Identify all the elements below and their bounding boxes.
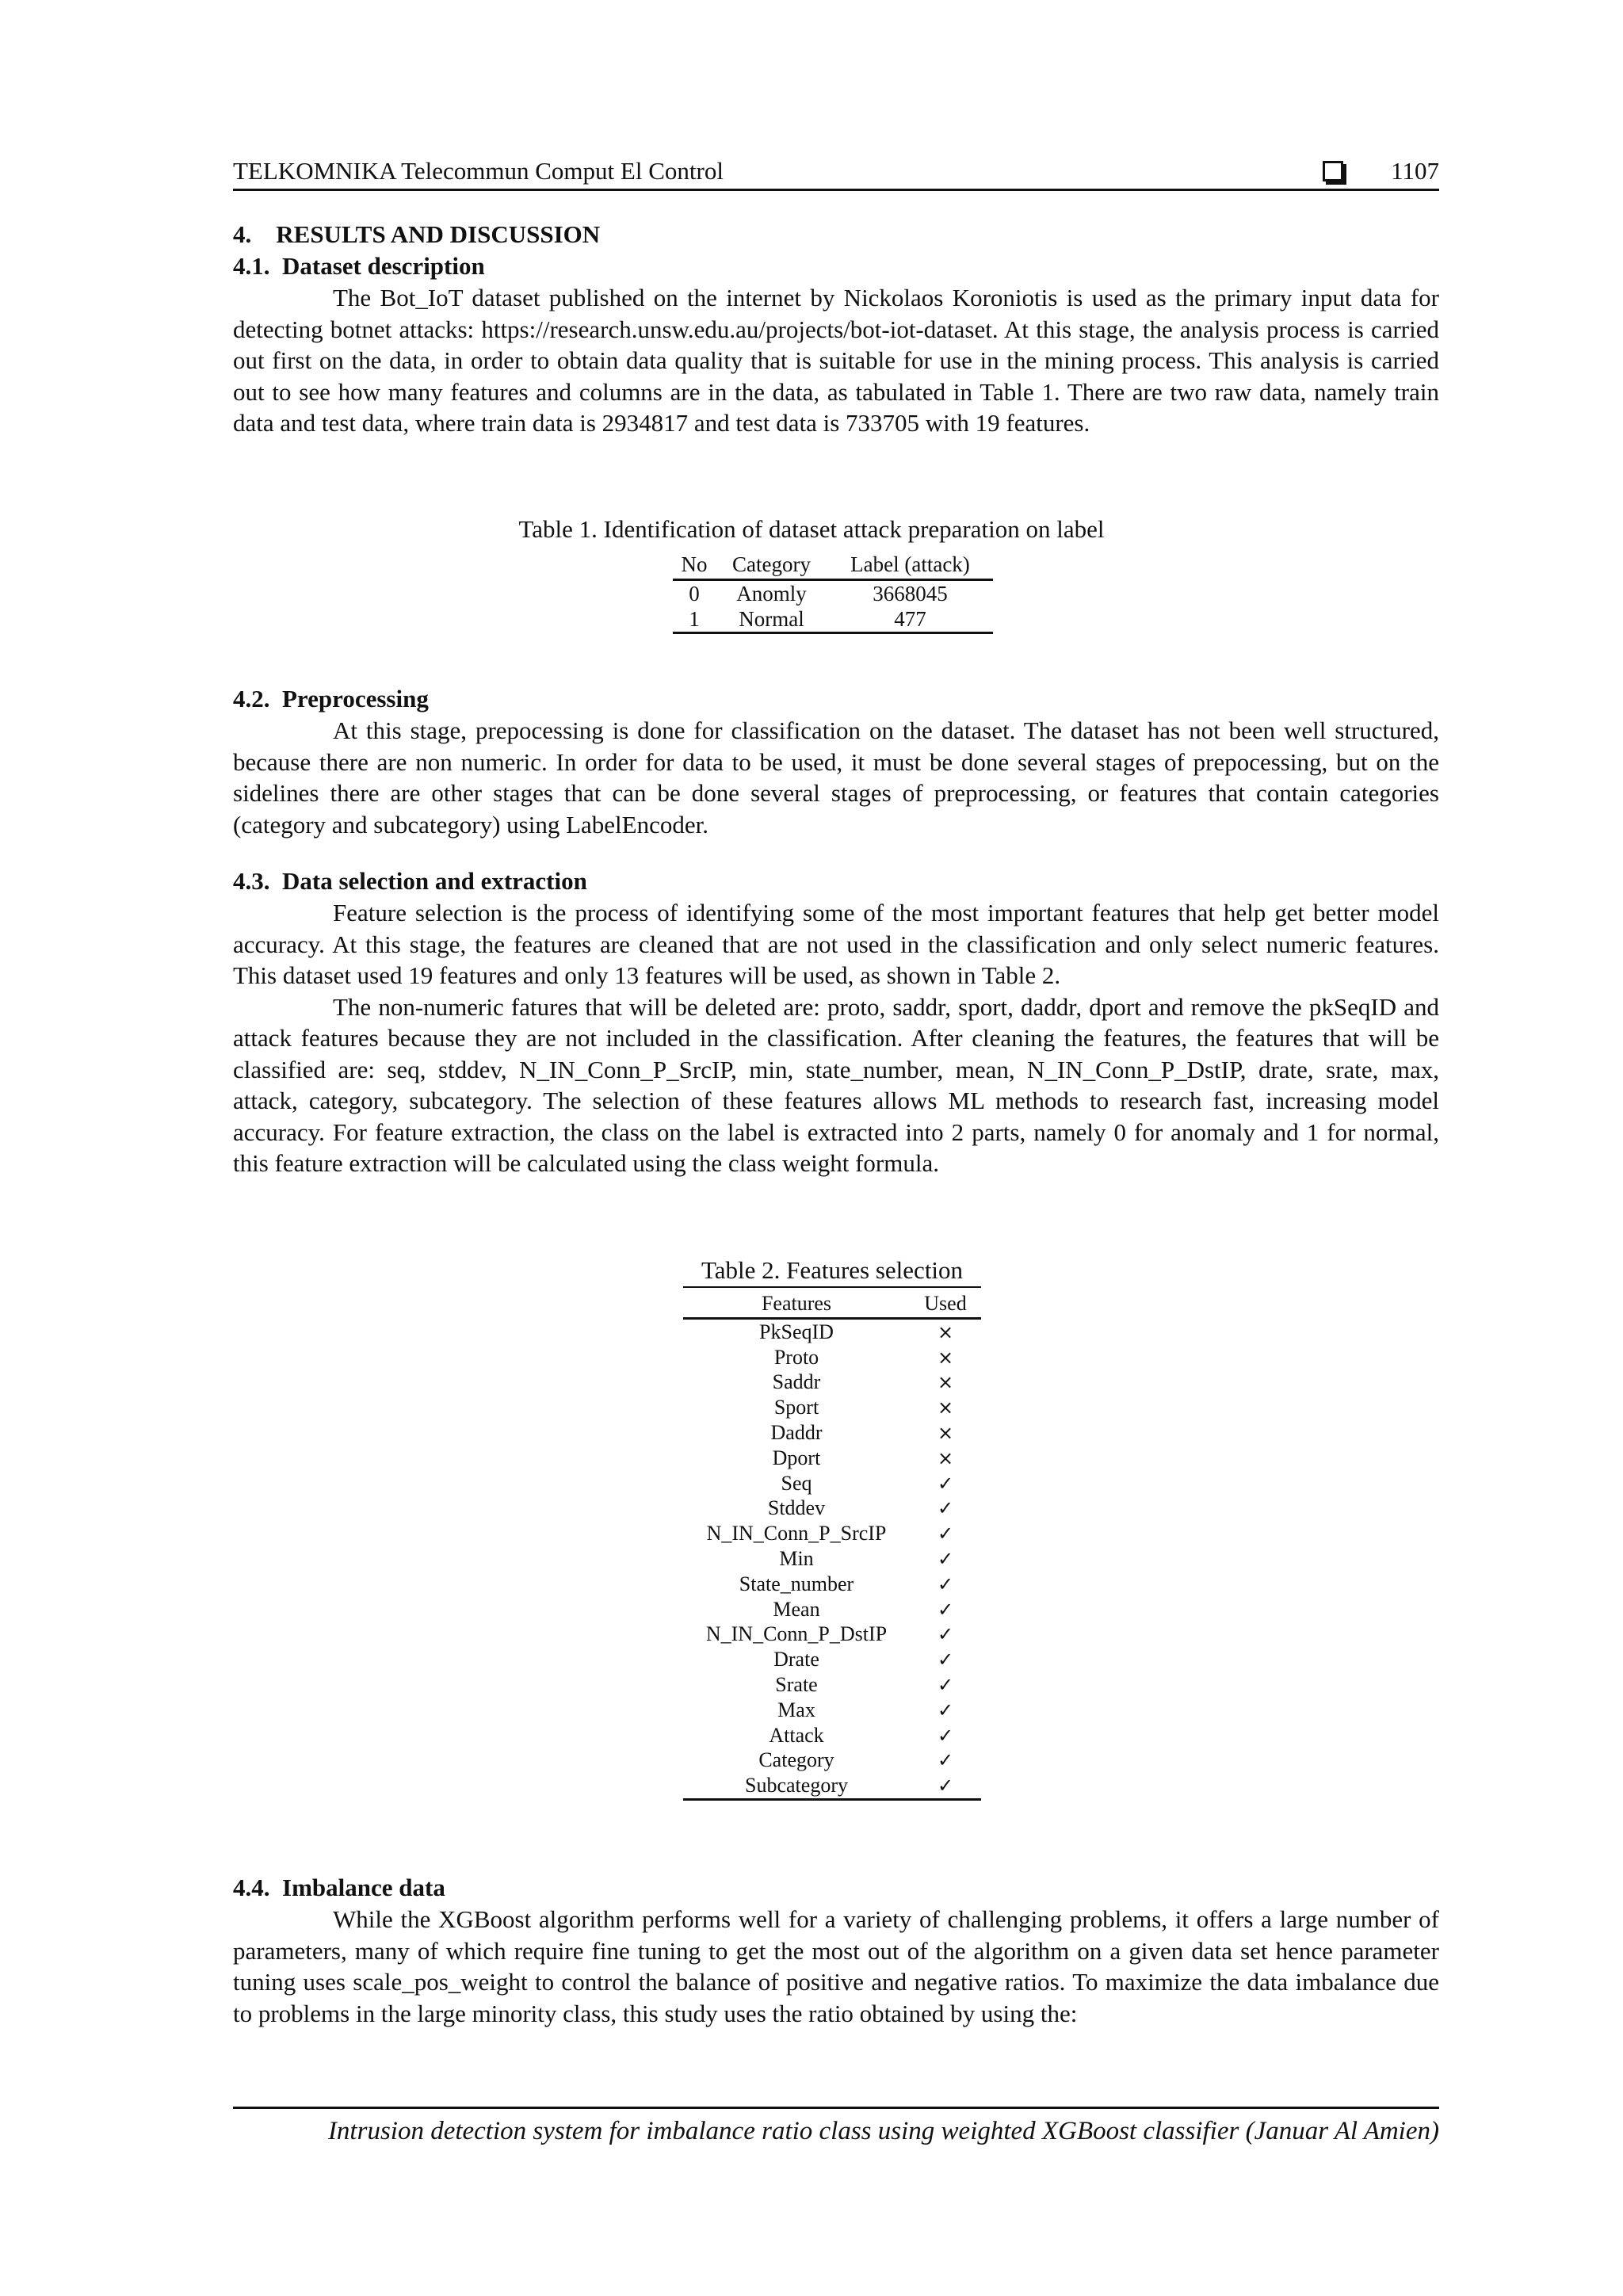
feature-name-cell: Proto	[773, 1345, 819, 1369]
table-2	[683, 1290, 981, 1801]
section-4-4-heading-block	[233, 1872, 1439, 1904]
table-1-header-category: Category	[716, 550, 827, 580]
section-4-heading: 4. RESULTS AND DISCUSSION	[233, 220, 601, 248]
section-4-heading-block	[233, 219, 1439, 250]
section-4-2-paragraph: At this stage, prepocessing is done for classification on the dataset. The dataset has not been well structured, because there are non numeric. In order for data to be used, it must be done several stages of prepocessing, but on the sidelines there are other stages that can be done several stages of preprocessing, or features that contain categories (category and subcategory) using LabelEncoder.	[233, 716, 1439, 839]
check-icon: ✓	[937, 1548, 954, 1571]
section-4-3-paragraph-1: Feature selection is the process of identifying some of the most important features that help get better model accuracy. At this stage, the features are cleaned that are not used in the classification and only select numeric features. This dataset used 19 features and only 13 features will be used, as shown in Table 2.	[233, 899, 1439, 989]
section-4-3-heading: 4.3. Data selection and extraction	[233, 867, 587, 895]
cross-icon: ×	[937, 1371, 954, 1394]
check-icon: ✓	[937, 1497, 954, 1520]
section-4-1-heading: 4.1. Dataset description	[233, 252, 485, 280]
table-row	[683, 1345, 981, 1370]
feature-name-cell: PkSeqID	[759, 1320, 834, 1343]
table-row	[683, 1748, 981, 1774]
table-row	[683, 1723, 981, 1748]
feature-name-cell: Drate	[773, 1648, 819, 1671]
feature-name-cell: Dport	[772, 1446, 821, 1469]
table-row	[673, 606, 993, 633]
feature-name-cell: Min	[779, 1547, 814, 1571]
section-4-3-body	[233, 897, 1439, 1179]
table-cell: 0	[689, 581, 700, 606]
feature-name-cell: Mean	[773, 1597, 820, 1621]
table-2-caption: Table 2. Features selection	[683, 1256, 981, 1288]
check-icon: ✓	[910, 1773, 981, 1799]
square-bullet-icon	[1323, 161, 1343, 181]
table-row	[683, 1471, 981, 1496]
running-header	[233, 154, 1439, 191]
table-row	[683, 1622, 981, 1648]
check-icon: ✓	[937, 1598, 954, 1621]
section-4-1-body	[233, 282, 1439, 439]
section-4-1-heading-block	[233, 250, 1439, 282]
section-4-2-heading: 4.2. Preprocessing	[233, 685, 429, 712]
page-number: 1107	[1391, 157, 1439, 185]
check-icon: ✓	[937, 1648, 954, 1671]
feature-name-cell: Daddr	[770, 1421, 823, 1445]
check-icon: ✓	[937, 1522, 954, 1545]
table-row	[683, 1672, 981, 1698]
check-icon: ✓	[937, 1698, 954, 1721]
table-row	[683, 1647, 981, 1672]
check-icon: ✓	[937, 1674, 954, 1697]
feature-name-cell: Stddev	[767, 1496, 826, 1520]
check-icon: ✓	[937, 1749, 954, 1772]
check-icon: ✓	[937, 1623, 954, 1646]
table-1-header-no: No	[673, 550, 716, 580]
table-row	[683, 1546, 981, 1572]
feature-name-cell: Srate	[775, 1673, 818, 1697]
feature-name-cell: Max	[777, 1698, 815, 1721]
section-4-1-paragraph: The Bot_IoT dataset published on the internet by Nickolaos Koroniotis is used as the primary input data for detecting botnet attacks: https://research.unsw.edu.au/projects/bot-iot-dataset. At this stage, the analysis process is carried out first on the data, in order to obtain data quality that is suitable for use in the mining process. This analysis is carried out to see how many features and columns are in the data, as tabulated in Table 1. There are two raw data, namely train data and test data, where train data is 2934817 and test data is 733705 with 19 features.	[233, 284, 1439, 437]
table-2-header-features: Features	[683, 1290, 910, 1319]
feature-name-cell: Attack	[769, 1723, 824, 1747]
table-cell: Anomly	[736, 581, 807, 606]
check-icon: ✓	[937, 1472, 954, 1495]
feature-name-cell: State_number	[739, 1572, 854, 1595]
table-1-header-label: Label (attack)	[827, 550, 993, 580]
running-footer	[233, 2107, 1439, 2146]
feature-name-cell: Subcategory	[683, 1773, 910, 1799]
table-row	[683, 1446, 981, 1471]
table-cell: Normal	[716, 606, 827, 633]
check-icon: ✓	[937, 1724, 954, 1747]
table-row	[683, 1572, 981, 1597]
table-1	[673, 550, 993, 634]
table-2-header-used: Used	[910, 1290, 981, 1319]
table-cell: 3668045	[873, 581, 948, 606]
cross-icon: ×	[937, 1320, 954, 1343]
feature-name-cell: Saddr	[772, 1370, 821, 1394]
table-row	[683, 1395, 981, 1420]
section-4-2-body	[233, 715, 1439, 840]
section-4-3-paragraph-2: The non-numeric fatures that will be deleted are: proto, saddr, sport, daddr, dport and remove the pkSeqID and attack features because they are not included in the classification. After cleaning the features, the features that will be classified are: seq, stddev, N_IN_Conn_P_SrcIP, min, state_number, mean, N_IN_Conn_P_DstIP, drate, srate, max, attack, category, subcategory. The selection of these features allows ML methods to research fast, increasing model accuracy. For feature extraction, the class on the label is extracted into 2 parts, namely 0 for anomaly and 1 for normal, this feature extraction will be calculated using the class weight formula.	[233, 992, 1439, 1177]
table-row	[683, 1370, 981, 1396]
check-icon: ✓	[937, 1572, 954, 1595]
feature-name-cell: N_IN_Conn_P_DstIP	[705, 1622, 888, 1646]
section-4-4-paragraph: While the XGBoost algorithm performs well for a variety of challenging problems, it offers a large number of parameters, many of which require fine tuning to get the most out of the algorithm on a given data set hence parameter tuning uses scale_pos_weight to control the balance of positive and negative ratios. To maximize the data imbalance due to problems in the large minority class, this study uses the ratio obtained by using the:	[233, 1905, 1439, 2027]
section-4-2-heading-block	[233, 683, 1439, 715]
table-row	[683, 1420, 981, 1446]
feature-name-cell: N_IN_Conn_P_SrcIP	[706, 1522, 887, 1545]
cross-icon: ×	[937, 1346, 954, 1369]
table-row	[683, 1597, 981, 1622]
section-4-4-body	[233, 1904, 1439, 2029]
table-row	[683, 1773, 981, 1799]
table-row	[673, 580, 993, 607]
cross-icon: ×	[937, 1446, 954, 1469]
section-4-3-heading-block	[233, 865, 1439, 897]
table-1-header-row	[673, 550, 993, 580]
journal-title: TELKOMNIKA Telecommun Comput El Control	[233, 157, 724, 185]
table-row	[683, 1319, 981, 1345]
section-4-4-heading: 4.4. Imbalance data	[233, 1874, 445, 1901]
table-1-caption: Table 1. Identification of dataset attack preparation on label	[518, 515, 1105, 543]
table-cell: 477	[827, 606, 993, 633]
feature-name-cell: Sport	[773, 1396, 819, 1419]
table-2-body	[683, 1319, 981, 1800]
cross-icon: ×	[937, 1396, 954, 1419]
table-row	[683, 1521, 981, 1546]
table-row	[683, 1496, 981, 1522]
cross-icon: ×	[937, 1422, 954, 1445]
footer-title: Intrusion detection system for imbalance ratio class using weighted XGBoost classifier (Januar Al Amien)	[327, 2117, 1439, 2145]
table-2-header-row	[683, 1290, 981, 1319]
table-row	[683, 1698, 981, 1723]
table-cell: 1	[673, 606, 716, 633]
feature-name-cell: Seq	[781, 1471, 812, 1495]
feature-name-cell: Category	[758, 1748, 834, 1772]
